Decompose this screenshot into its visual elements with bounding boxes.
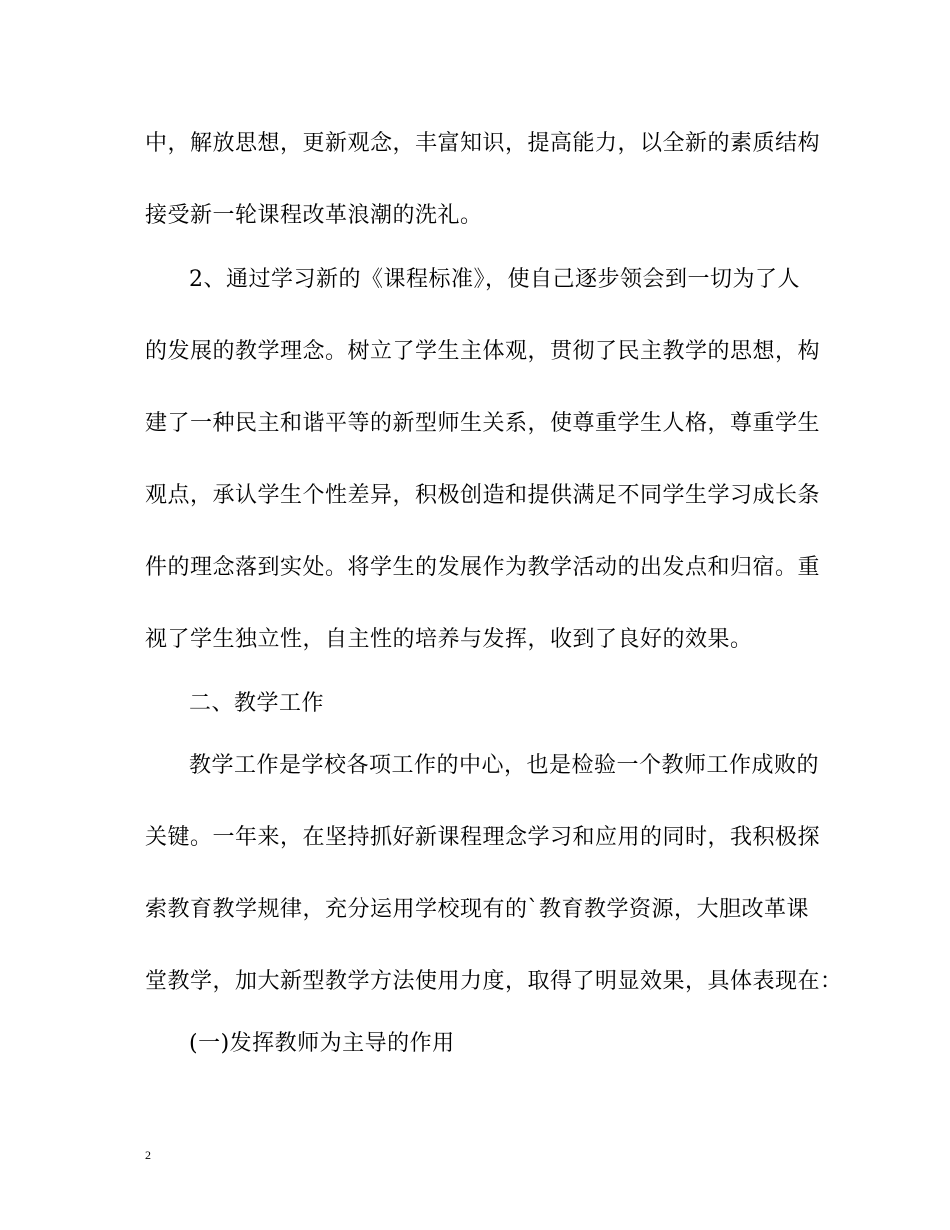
paragraph-start-line: 2、通过学习新的《课程标准》，使自己逐步领会到一切为了人 [189,267,800,292]
text-line: 建了一种民主和谐平等的新型师生关系，使尊重学生人格，尊重学生 [145,411,821,436]
text-line: 索教育教学规律，充分运用学校现有的`教育教学资源，大胆改革课 [145,897,810,922]
text-line: 观点，承认学生个性差异，积极创造和提供满足不同学生学习成长条 [145,483,821,508]
section-heading: 二、教学工作 [189,691,325,716]
subsection-heading: (一)发挥教师为主导的作用 [189,1031,455,1056]
text-line: 视了学生独立性，自主性的培养与发挥，收到了良好的效果。 [145,627,753,652]
text-line: 堂教学，加大新型教学方法使用力度，取得了明显效果，具体表现在： [145,969,843,994]
text-line: 关键。一年来，在坚持抓好新课程理念学习和应用的同时，我积极探 [145,825,821,850]
text-line: 接受新一轮课程改革浪潮的洗礼。 [145,203,483,228]
paragraph-start-line: 教学工作是学校各项工作的中心，也是检验一个教师工作成败的 [189,753,820,778]
page-number: 2 [145,1148,151,1162]
text-line: 件的理念落到实处。将学生的发展作为教学活动的出发点和归宿。重 [145,555,821,580]
text-line: 的发展的教学理念。树立了学生主体观，贯彻了民主教学的思想，构 [145,339,821,364]
text-line: 中，解放思想，更新观念，丰富知识，提高能力，以全新的素质结构 [145,131,821,156]
